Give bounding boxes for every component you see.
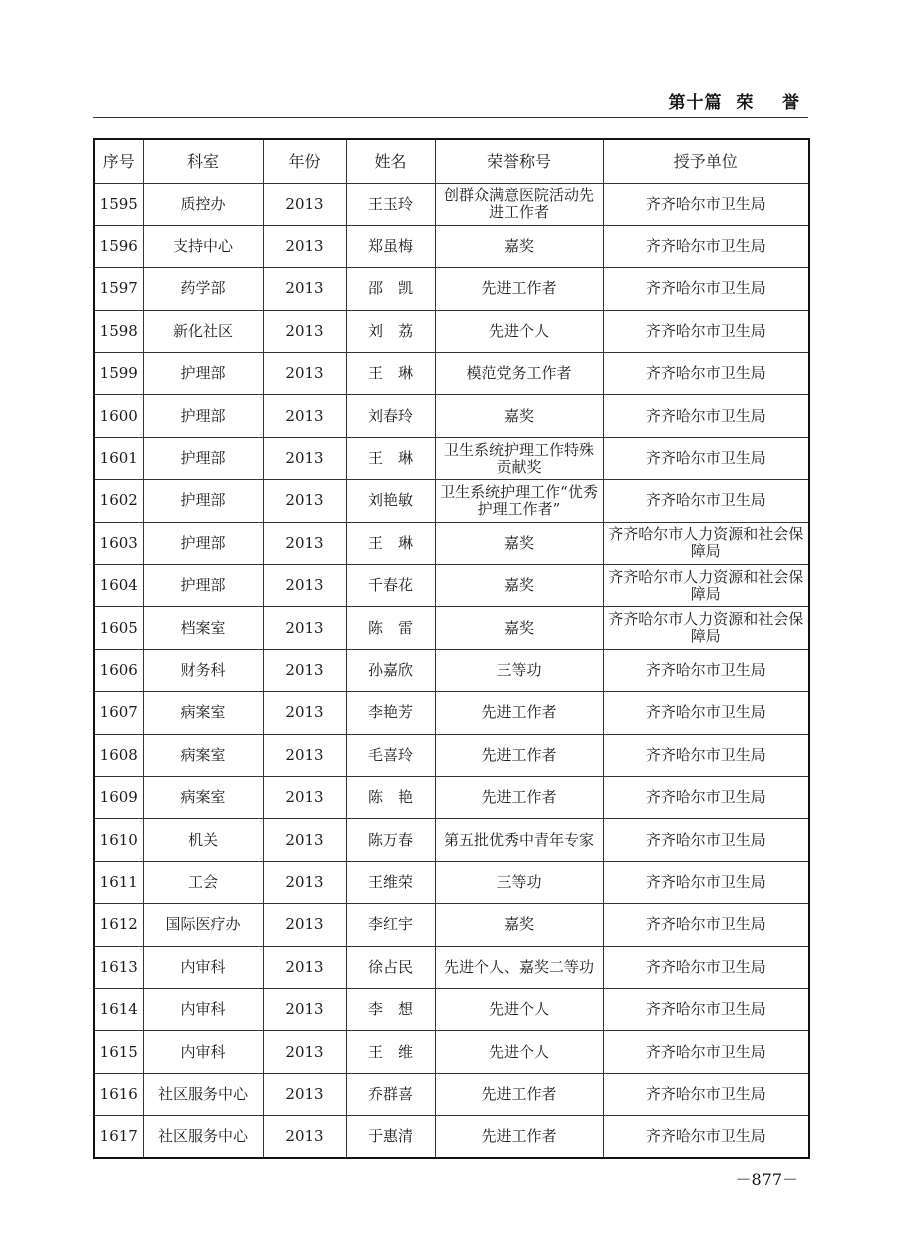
cell-name: 郑虽梅 (346, 225, 435, 267)
cell-honor-title: 先进工作者 (435, 776, 603, 818)
cell-department: 内审科 (143, 988, 263, 1030)
cell-honor-title: 三等功 (435, 649, 603, 691)
cell-index: 1608 (94, 734, 143, 776)
table-row (94, 1116, 809, 1158)
cell-name: 王 琳 (346, 353, 435, 395)
table-header-row (94, 139, 809, 183)
cell-department: 机关 (143, 819, 263, 861)
cell-honor-title: 先进个人 (435, 988, 603, 1030)
cell-year: 2013 (263, 183, 346, 225)
cell-department: 护理部 (143, 353, 263, 395)
cell-department: 工会 (143, 861, 263, 903)
table-row (94, 861, 809, 903)
cell-awarding-unit: 齐齐哈尔市卫生局 (603, 353, 809, 395)
cell-year: 2013 (263, 1031, 346, 1073)
cell-name: 于惠清 (346, 1116, 435, 1158)
cell-name: 王 琳 (346, 522, 435, 564)
cell-year: 2013 (263, 565, 346, 607)
cell-name: 孙嘉欣 (346, 649, 435, 691)
cell-awarding-unit: 齐齐哈尔市卫生局 (603, 776, 809, 818)
header-awarding-unit: 授予单位 (603, 139, 809, 183)
cell-honor-title: 先进个人 (435, 310, 603, 352)
cell-honor-title: 卫生系统护理工作特殊贡献奖 (435, 437, 603, 479)
cell-name: 刘 荔 (346, 310, 435, 352)
table-row (94, 904, 809, 946)
cell-name: 陈万春 (346, 819, 435, 861)
cell-honor-title: 卫生系统护理工作“优秀护理工作者” (435, 480, 603, 522)
cell-year: 2013 (263, 904, 346, 946)
cell-awarding-unit: 齐齐哈尔市卫生局 (603, 225, 809, 267)
cell-index: 1603 (94, 522, 143, 564)
cell-year: 2013 (263, 225, 346, 267)
cell-year: 2013 (263, 1116, 346, 1158)
table-row (94, 225, 809, 267)
table-row (94, 310, 809, 352)
cell-awarding-unit: 齐齐哈尔市卫生局 (603, 1116, 809, 1158)
cell-year: 2013 (263, 692, 346, 734)
cell-awarding-unit: 齐齐哈尔市卫生局 (603, 819, 809, 861)
cell-index: 1614 (94, 988, 143, 1030)
cell-department: 病案室 (143, 734, 263, 776)
cell-index: 1609 (94, 776, 143, 818)
cell-honor-title: 第五批优秀中青年专家 (435, 819, 603, 861)
header-index: 序号 (94, 139, 143, 183)
cell-department: 财务科 (143, 649, 263, 691)
cell-year: 2013 (263, 946, 346, 988)
cell-department: 内审科 (143, 946, 263, 988)
cell-awarding-unit: 齐齐哈尔市卫生局 (603, 904, 809, 946)
cell-honor-title: 嘉奖 (435, 904, 603, 946)
cell-index: 1596 (94, 225, 143, 267)
cell-year: 2013 (263, 268, 346, 310)
header-rule (93, 117, 808, 118)
honors-table (93, 138, 810, 1159)
table-row (94, 395, 809, 437)
cell-name: 邵 凯 (346, 268, 435, 310)
cell-honor-title: 先进工作者 (435, 692, 603, 734)
cell-index: 1616 (94, 1073, 143, 1115)
cell-index: 1601 (94, 437, 143, 479)
cell-department: 支持中心 (143, 225, 263, 267)
cell-department: 护理部 (143, 437, 263, 479)
cell-name: 李艳芳 (346, 692, 435, 734)
cell-department: 护理部 (143, 565, 263, 607)
cell-honor-title: 嘉奖 (435, 395, 603, 437)
table-row (94, 522, 809, 564)
table-body (94, 183, 809, 1158)
cell-department: 护理部 (143, 522, 263, 564)
cell-honor-title: 嘉奖 (435, 522, 603, 564)
cell-awarding-unit: 齐齐哈尔市人力资源和社会保障局 (603, 565, 809, 607)
cell-honor-title: 创群众满意医院活动先进工作者 (435, 183, 603, 225)
cell-index: 1604 (94, 565, 143, 607)
cell-year: 2013 (263, 310, 346, 352)
cell-index: 1606 (94, 649, 143, 691)
cell-department: 质控办 (143, 183, 263, 225)
cell-honor-title: 先进工作者 (435, 268, 603, 310)
cell-index: 1599 (94, 353, 143, 395)
cell-department: 病案室 (143, 692, 263, 734)
cell-year: 2013 (263, 776, 346, 818)
table-row (94, 734, 809, 776)
cell-index: 1613 (94, 946, 143, 988)
header-year: 年份 (263, 139, 346, 183)
table-row (94, 776, 809, 818)
table-row (94, 946, 809, 988)
cell-awarding-unit: 齐齐哈尔市人力资源和社会保障局 (603, 522, 809, 564)
cell-awarding-unit: 齐齐哈尔市卫生局 (603, 310, 809, 352)
cell-honor-title: 先进个人、嘉奖二等功 (435, 946, 603, 988)
cell-index: 1595 (94, 183, 143, 225)
table-row (94, 353, 809, 395)
cell-department: 病案室 (143, 776, 263, 818)
cell-honor-title: 三等功 (435, 861, 603, 903)
cell-department: 内审科 (143, 1031, 263, 1073)
cell-name: 徐占民 (346, 946, 435, 988)
table-row (94, 988, 809, 1030)
table-row (94, 607, 809, 649)
table-row (94, 268, 809, 310)
table-row (94, 649, 809, 691)
cell-name: 刘春玲 (346, 395, 435, 437)
cell-department: 社区服务中心 (143, 1116, 263, 1158)
cell-department: 护理部 (143, 480, 263, 522)
cell-honor-title: 嘉奖 (435, 607, 603, 649)
cell-year: 2013 (263, 480, 346, 522)
cell-year: 2013 (263, 649, 346, 691)
cell-year: 2013 (263, 861, 346, 903)
cell-honor-title: 先进工作者 (435, 1116, 603, 1158)
cell-awarding-unit: 齐齐哈尔市卫生局 (603, 1073, 809, 1115)
cell-name: 李红宇 (346, 904, 435, 946)
cell-awarding-unit: 齐齐哈尔市卫生局 (603, 480, 809, 522)
cell-year: 2013 (263, 1073, 346, 1115)
cell-honor-title: 嘉奖 (435, 565, 603, 607)
cell-awarding-unit: 齐齐哈尔市卫生局 (603, 437, 809, 479)
cell-year: 2013 (263, 437, 346, 479)
cell-awarding-unit: 齐齐哈尔市卫生局 (603, 988, 809, 1030)
cell-honor-title: 嘉奖 (435, 225, 603, 267)
cell-department: 社区服务中心 (143, 1073, 263, 1115)
cell-name: 李 想 (346, 988, 435, 1030)
cell-index: 1617 (94, 1116, 143, 1158)
cell-awarding-unit: 齐齐哈尔市人力资源和社会保障局 (603, 607, 809, 649)
cell-year: 2013 (263, 819, 346, 861)
cell-year: 2013 (263, 734, 346, 776)
header-department: 科室 (143, 139, 263, 183)
cell-name: 王 维 (346, 1031, 435, 1073)
cell-honor-title: 先进个人 (435, 1031, 603, 1073)
cell-department: 药学部 (143, 268, 263, 310)
cell-department: 新化社区 (143, 310, 263, 352)
cell-awarding-unit: 齐齐哈尔市卫生局 (603, 1031, 809, 1073)
cell-honor-title: 先进工作者 (435, 734, 603, 776)
cell-awarding-unit: 齐齐哈尔市卫生局 (603, 692, 809, 734)
cell-name: 刘艳敏 (346, 480, 435, 522)
cell-year: 2013 (263, 988, 346, 1030)
table-row (94, 183, 809, 225)
cell-department: 护理部 (143, 395, 263, 437)
table-row (94, 437, 809, 479)
cell-awarding-unit: 齐齐哈尔市卫生局 (603, 861, 809, 903)
cell-name: 王玉玲 (346, 183, 435, 225)
cell-awarding-unit: 齐齐哈尔市卫生局 (603, 946, 809, 988)
page-number: －877－ (735, 1170, 798, 1189)
header-honor-title: 荣誉称号 (435, 139, 603, 183)
table-row (94, 692, 809, 734)
cell-awarding-unit: 齐齐哈尔市卫生局 (603, 734, 809, 776)
cell-awarding-unit: 齐齐哈尔市卫生局 (603, 395, 809, 437)
cell-name: 陈 雷 (346, 607, 435, 649)
table-row (94, 819, 809, 861)
cell-year: 2013 (263, 395, 346, 437)
cell-index: 1607 (94, 692, 143, 734)
cell-honor-title: 先进工作者 (435, 1073, 603, 1115)
cell-index: 1615 (94, 1031, 143, 1073)
cell-name: 王 琳 (346, 437, 435, 479)
cell-awarding-unit: 齐齐哈尔市卫生局 (603, 268, 809, 310)
cell-index: 1605 (94, 607, 143, 649)
cell-year: 2013 (263, 353, 346, 395)
cell-department: 档案室 (143, 607, 263, 649)
cell-awarding-unit: 齐齐哈尔市卫生局 (603, 649, 809, 691)
cell-name: 王维荣 (346, 861, 435, 903)
cell-name: 毛喜玲 (346, 734, 435, 776)
running-head: 第十篇 荣 誉 (668, 93, 800, 113)
table-row (94, 480, 809, 522)
table-row (94, 565, 809, 607)
cell-index: 1610 (94, 819, 143, 861)
cell-year: 2013 (263, 607, 346, 649)
cell-index: 1612 (94, 904, 143, 946)
cell-index: 1611 (94, 861, 143, 903)
cell-index: 1600 (94, 395, 143, 437)
cell-index: 1598 (94, 310, 143, 352)
table-row (94, 1031, 809, 1073)
cell-index: 1602 (94, 480, 143, 522)
header-name: 姓名 (346, 139, 435, 183)
cell-year: 2013 (263, 522, 346, 564)
cell-awarding-unit: 齐齐哈尔市卫生局 (603, 183, 809, 225)
cell-honor-title: 模范党务工作者 (435, 353, 603, 395)
cell-name: 千春花 (346, 565, 435, 607)
cell-department: 国际医疗办 (143, 904, 263, 946)
cell-name: 乔群喜 (346, 1073, 435, 1115)
cell-index: 1597 (94, 268, 143, 310)
cell-name: 陈 艳 (346, 776, 435, 818)
table-row (94, 1073, 809, 1115)
